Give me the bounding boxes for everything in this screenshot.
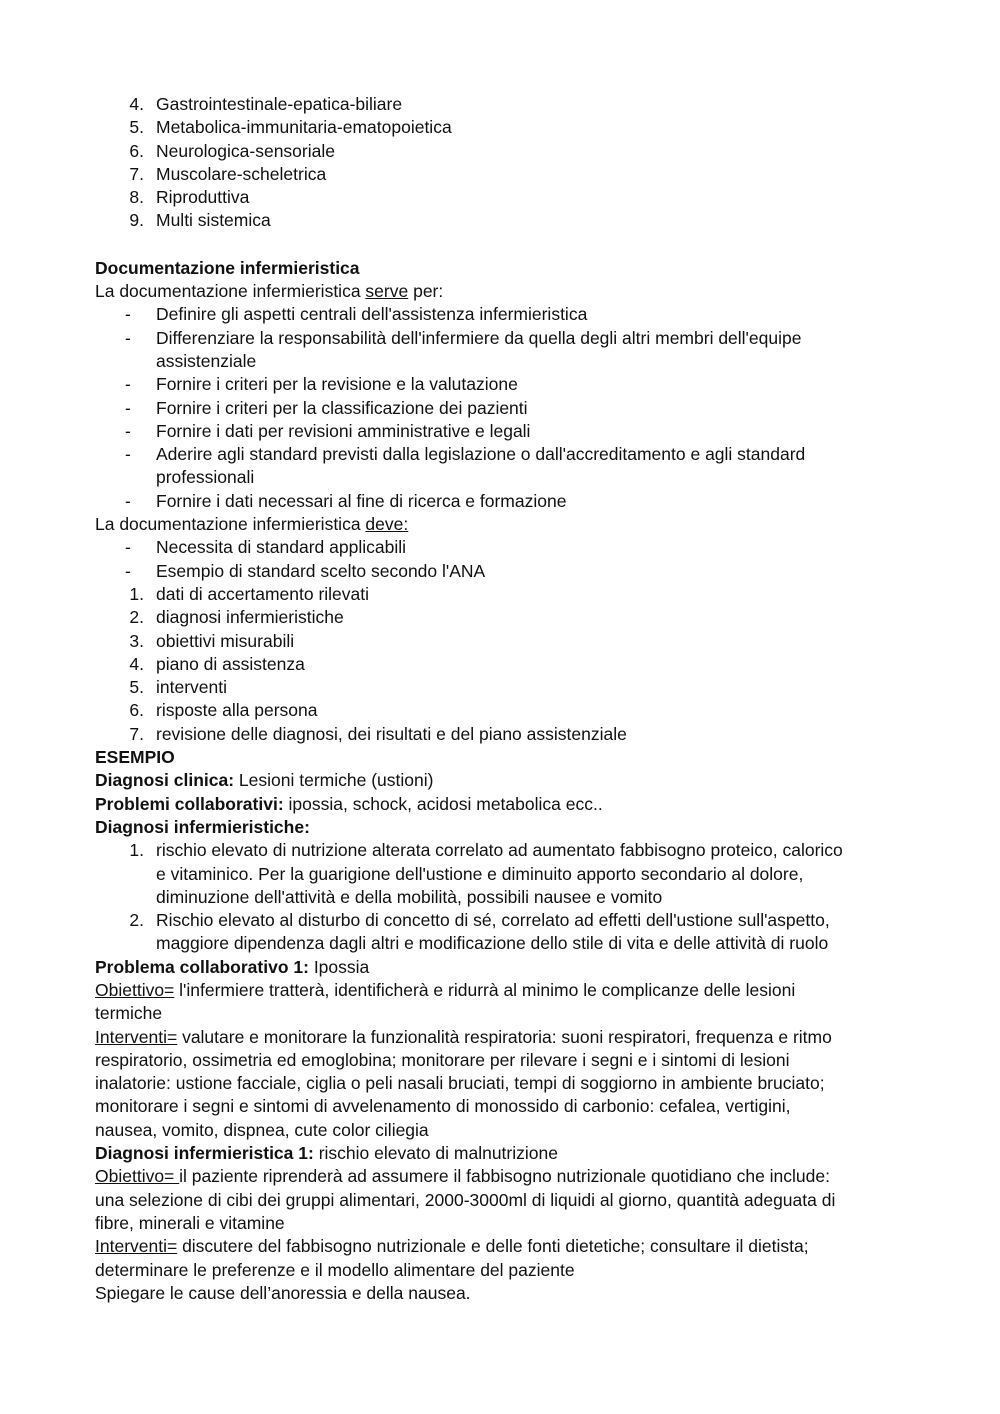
nursing-diagnoses-label: Diagnosi infermieristiche: — [95, 816, 310, 837]
closing-line: Spiegare le cause dell’anoressia e della nausea. — [95, 1282, 471, 1303]
list-item: - Esempio di standard scelto secondo l'ANA — [125, 560, 486, 581]
list-item: - Fornire i criteri per la revisione e la valutazione — [125, 374, 518, 395]
list-item: - Definire gli aspetti centrali dell'assistenza infermieristica — [125, 304, 588, 325]
list-item: - Fornire i dati per revisioni amministrative e legali — [125, 420, 531, 441]
list-item: 7. Muscolare-scheletrica — [129, 163, 327, 184]
nursing-diagnoses-list — [95, 839, 915, 955]
deve-list — [95, 536, 915, 583]
systems-list — [95, 93, 915, 233]
list-item: - Aderire agli standard previsti dalla legislazione o dall'accreditamento e agli standard professionali — [125, 444, 806, 488]
diag1-goal: Obiettivo= il paziente riprenderà ad assumere il fabbisogno nutrizionale quotidiano che include: una selezione di cibi dei gruppi alimentari, 2000-3000ml di liquidi al giorno, quantità adeguata di fibre, minerali e vitamine — [95, 1166, 836, 1233]
ana-standards-list — [95, 583, 915, 746]
problem1-interventions: Interventi= valutare e monitorare la funzionalità respiratoria: suoni respiratori, frequenza e ritmo respiratorio, ossimetria ed emoglobina; monitorare per rilevare i segni e i sintomi di lesioni inalatorie: ustione facciale, ciglia o peli nasali bruciati, tempi di soggiorno in ambiente bruciato; monitorare i segni e sintomi di avvelenamento di monossido di carbonio: cefalea, vertigini, nausea, vomito, dispnea, cute color ciliegia — [95, 1026, 832, 1140]
section-spacer — [95, 233, 915, 257]
list-item: - Differenziare la responsabilità dell'infermiere da quella degli altri membri dell'equipe assistenziale — [125, 327, 802, 371]
list-item: 6. Neurologica-sensoriale — [129, 140, 335, 161]
list-item: - Necessita di standard applicabili — [125, 537, 406, 558]
list-item: 9. Multi sistemica — [129, 210, 271, 231]
list-item: - Fornire i dati necessari al fine di ricerca e formazione — [125, 490, 567, 511]
problem1-goal: Obiettivo= l'infermiere tratterà, identificherà e ridurrà al minimo le complicanze delle lesioni termiche — [95, 979, 796, 1024]
list-item: 1. rischio elevato di nutrizione alterata correlato ad aumentato fabbisogno proteico, calorico e vitaminico. Per la guarigione dell'ustione e diminuito apporto secondario al dolore, diminuzione dell'attività e della mobilità, possibili nausee e vomito — [129, 840, 843, 907]
list-item: 7. revisione delle diagnosi, dei risultati e del piano assistenziale — [129, 723, 627, 744]
list-item: 8. Riproduttiva — [129, 187, 250, 208]
list-item: 2. Rischio elevato al disturbo di concetto di sé, correlato ad effetti dell'ustione sull'aspetto, maggiore dipendenza dagli altri e modificazione dello stile di vita e delle attività di ruolo — [129, 910, 830, 954]
list-item: 3. obiettivi misurabili — [129, 630, 295, 651]
deve-intro: La documentazione infermieristica deve: — [95, 514, 409, 535]
nursing-diagnosis-1: Diagnosi infermieristica 1: rischio elevato di malnutrizione — [95, 1143, 558, 1164]
section-heading: Documentazione infermieristica — [95, 257, 360, 278]
list-item: 2. diagnosi infermieristiche — [129, 607, 344, 628]
serve-intro: La documentazione infermieristica serve per: — [95, 281, 444, 302]
list-item: 4. piano di assistenza — [129, 653, 305, 674]
list-item: 1. dati di accertamento rilevati — [129, 583, 370, 604]
collaborative-problem-1: Problema collaborativo 1: Ipossia — [95, 956, 370, 977]
document-page — [95, 93, 915, 1305]
list-item: - Fornire i criteri per la classificazione dei pazienti — [125, 397, 528, 418]
list-item: 5. interventi — [129, 677, 228, 698]
serve-list — [95, 303, 915, 513]
list-item: 6. risposte alla persona — [129, 700, 318, 721]
list-item: 5. Metabolica-immunitaria-ematopoietica — [129, 117, 452, 138]
collaborative-problems: Problemi collaborativi: ipossia, schock, acidosi metabolica ecc.. — [95, 793, 603, 814]
diag1-interventions: Interventi= discutere del fabbisogno nutrizionale e delle fonti dietetiche; consultare il dietista; determinare le preferenze e il modello alimentare del paziente — [95, 1236, 809, 1280]
list-item: 4. Gastrointestinale-epatica-biliare — [129, 94, 403, 114]
example-heading: ESEMPIO — [95, 747, 175, 768]
clinical-diagnosis: Diagnosi clinica: Lesioni termiche (ustioni) — [95, 770, 434, 791]
